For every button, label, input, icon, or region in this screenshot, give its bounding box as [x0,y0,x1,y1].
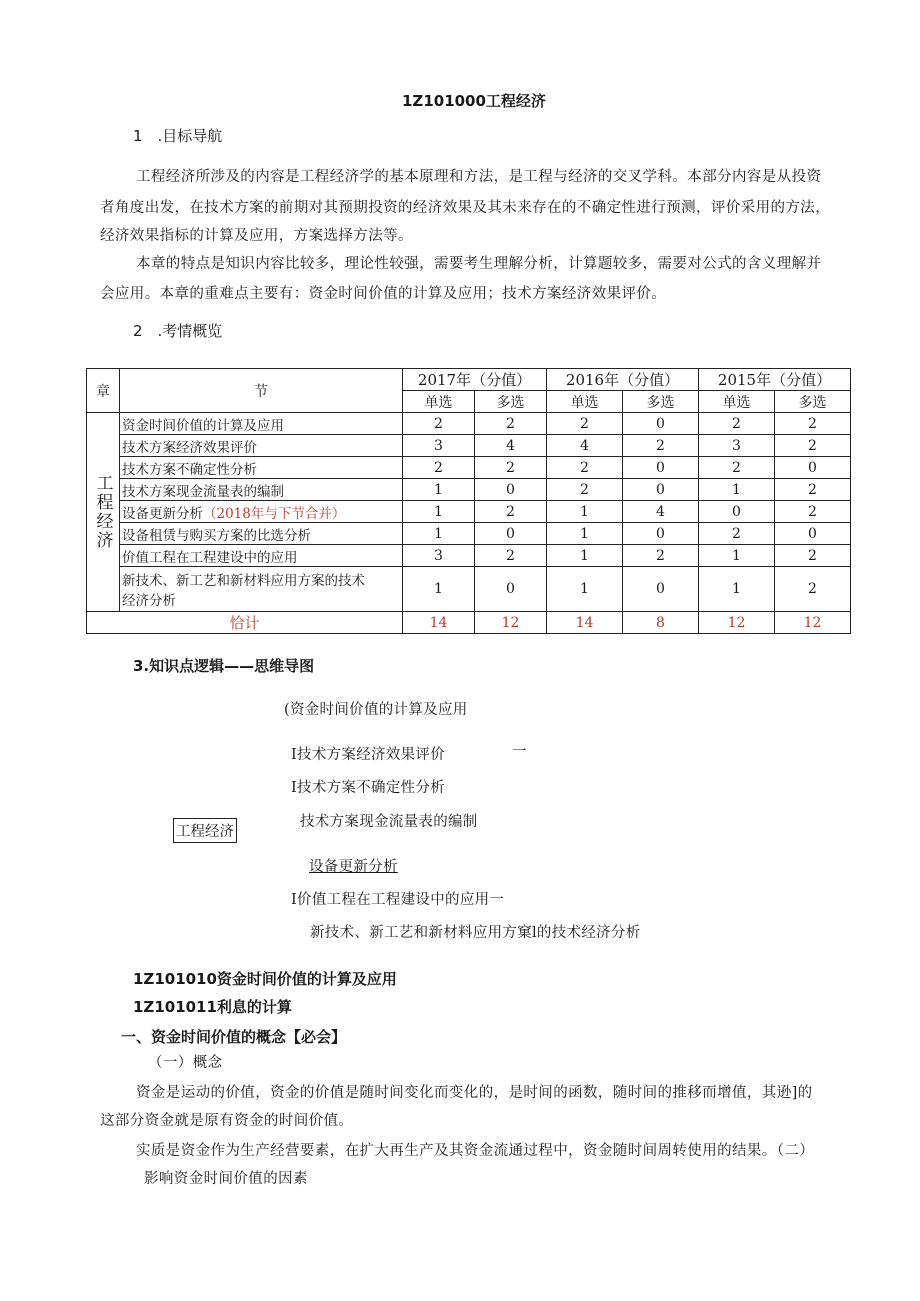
value-cell: 2 [547,479,623,501]
total-cell: 12 [699,612,775,634]
table-row [87,545,851,567]
value-cell: 0 [623,413,699,435]
value-cell: 0 [475,567,547,612]
section1-p2-line2: 会应用。本章的重难点主要有：资金时间价值的计算及应用；技术方案经济效果评价。 [100,286,667,302]
value-cell: 3 [699,435,775,457]
section-cell: 技术方案不确定性分析 [120,457,403,479]
value-cell: 0 [623,523,699,545]
value-cell: 4 [547,435,623,457]
value-cell: 1 [403,567,475,612]
table-row [87,567,851,612]
value-cell: 2 [775,567,851,612]
value-cell: 2 [775,501,851,523]
table-total-row [87,612,851,634]
section1-p1-line1: 工程经济所涉及的内容是工程经济学的基本原理和方法，是工程与经济的交叉学科。本部分内容是从投资 [136,169,822,185]
section1-p1-line2: 者角度出发，在技术方案的前期对其预期投资的经济效果及其未来存在的不确定性进行预测，评价采用的方法， [100,200,831,216]
section-cell [120,567,403,612]
section-line2: 经济分析 [122,593,176,609]
section1-p2-line1: 本章的特点是知识内容比较多，理论性较强，需要考生理解分析，计算题较多，需要对公式的含义理解并 [136,256,822,272]
section4-p1-line2: 这部分资金就是原有资金的时间价值。 [100,1113,354,1129]
value-cell: 2 [547,413,623,435]
section1-heading: 1 .目标导航 [133,127,223,145]
value-cell: 1 [403,523,475,545]
section4-heading-3: 一、资金时间价值的概念【必会】 [121,1028,347,1046]
value-cell: 1 [699,479,775,501]
sub-single: 单选 [699,391,775,413]
value-cell: 2 [475,413,547,435]
section-header: 节 [120,369,403,413]
value-cell: 2 [699,523,775,545]
section4-heading-2: 1Z101011利息的计算 [133,998,292,1016]
mindmap-branch-3: I技术方案不确定性分析 [291,780,446,796]
value-cell: 1 [547,567,623,612]
value-cell: 4 [475,435,547,457]
year-2016-header: 2016年（分值） [547,369,699,391]
table-header-row [87,369,851,391]
section-cell: 资金时间价值的计算及应用 [120,413,403,435]
mindmap-branch-5: 设备更新分析 [309,859,398,875]
section-cell: 技术方案经济效果评价 [120,435,403,457]
value-cell: 0 [475,479,547,501]
merge-note: （2018年与下节合并） [203,505,346,522]
chapter-header: 章 [87,369,120,413]
section-cell: 设备租赁与购买方案的比选分析 [120,523,403,545]
value-cell: 2 [775,435,851,457]
value-cell: 0 [775,457,851,479]
mindmap-root: 工程经济 [173,818,237,843]
section4-p2-line1: 实质是资金作为生产经营要素，在扩大再生产及其资金流通过程中，资金随时间周转使用的结果。（二） [136,1143,815,1159]
value-cell: 3 [403,435,475,457]
value-cell: 2 [775,545,851,567]
mindmap-branch-2: I技术方案经济效果评价 [291,747,446,763]
sub-multi: 多选 [775,391,851,413]
sub-single: 单选 [547,391,623,413]
value-cell: 2 [403,457,475,479]
value-cell: 2 [475,501,547,523]
value-cell: 1 [403,501,475,523]
section4-p1-line1: 资金是运动的价值，资金的价值是随时间变化而变化的，是时间的函数，随时间的推移而增值，其逊]的 [136,1085,813,1101]
sub-single: 单选 [403,391,475,413]
value-cell: 0 [475,523,547,545]
value-cell: 2 [547,457,623,479]
doc-title: 1Z101000工程经济 [402,92,546,110]
total-label: 恰计 [87,612,403,634]
value-cell: 4 [623,501,699,523]
mindmap-dash: 一 [512,744,527,760]
value-cell: 2 [775,479,851,501]
mindmap-branch-7: 新技术、新工艺和新材料应用方窠l的技术经济分析 [310,925,641,941]
mindmap-branch-1: (资金时间价值的计算及应用 [284,702,468,718]
value-cell: 0 [623,457,699,479]
section3-heading: 3.知识点逻辑——思维导图 [133,657,315,675]
value-cell: 2 [699,457,775,479]
mindmap-branch-6: I价值工程在工程建设中的应用一 [291,892,505,908]
value-cell: 0 [699,501,775,523]
value-cell: 0 [775,523,851,545]
table-row [87,479,851,501]
section-cell [120,501,403,523]
value-cell: 1 [547,545,623,567]
value-cell: 1 [547,523,623,545]
year-2017-header: 2017年（分值） [403,369,547,391]
total-cell: 8 [623,612,699,634]
value-cell: 1 [699,545,775,567]
total-cell: 14 [403,612,475,634]
section1-p1-line3: 经济效果指标的计算及应用，方案选择方法等。 [100,228,413,244]
section-line1: 新技术、新工艺和新材料应用方案的技术 [122,573,365,589]
table-row [87,523,851,545]
value-cell: 3 [403,545,475,567]
value-cell: 0 [623,479,699,501]
value-cell: 0 [623,567,699,612]
value-cell: 1 [547,501,623,523]
section-cell: 价值工程在工程建设中的应用 [120,545,403,567]
year-2015-header: 2015年（分值） [699,369,851,391]
total-cell: 14 [547,612,623,634]
value-cell: 2 [403,413,475,435]
sub-multi: 多选 [475,391,547,413]
value-cell: 2 [775,413,851,435]
total-cell: 12 [775,612,851,634]
section4-heading-4: （一）概念 [148,1055,223,1071]
value-cell: 2 [475,457,547,479]
table-row [87,413,851,435]
value-cell: 1 [403,479,475,501]
total-cell: 12 [475,612,547,634]
section4-heading-1: 1Z101010资金时间价值的计算及应用 [133,970,397,988]
table-row [87,501,851,523]
sub-multi: 多选 [623,391,699,413]
exam-stats-table [86,368,851,634]
value-cell: 2 [623,435,699,457]
value-cell: 2 [699,413,775,435]
section-cell: 技术方案现金流量表的编制 [120,479,403,501]
section-name: 设备更新分析 [122,505,203,522]
value-cell: 2 [623,545,699,567]
section2-heading: 2 .考情概览 [133,322,223,340]
value-cell: 2 [475,545,547,567]
chapter-cell: 工程经济 [87,413,120,612]
table-row [87,457,851,479]
table-row [87,435,851,457]
mindmap-branch-4: 技术方案现金流量表的编制 [300,814,478,830]
value-cell: 1 [699,567,775,612]
section4-p2-line2: 影响资金时间价值的因素 [144,1171,308,1187]
